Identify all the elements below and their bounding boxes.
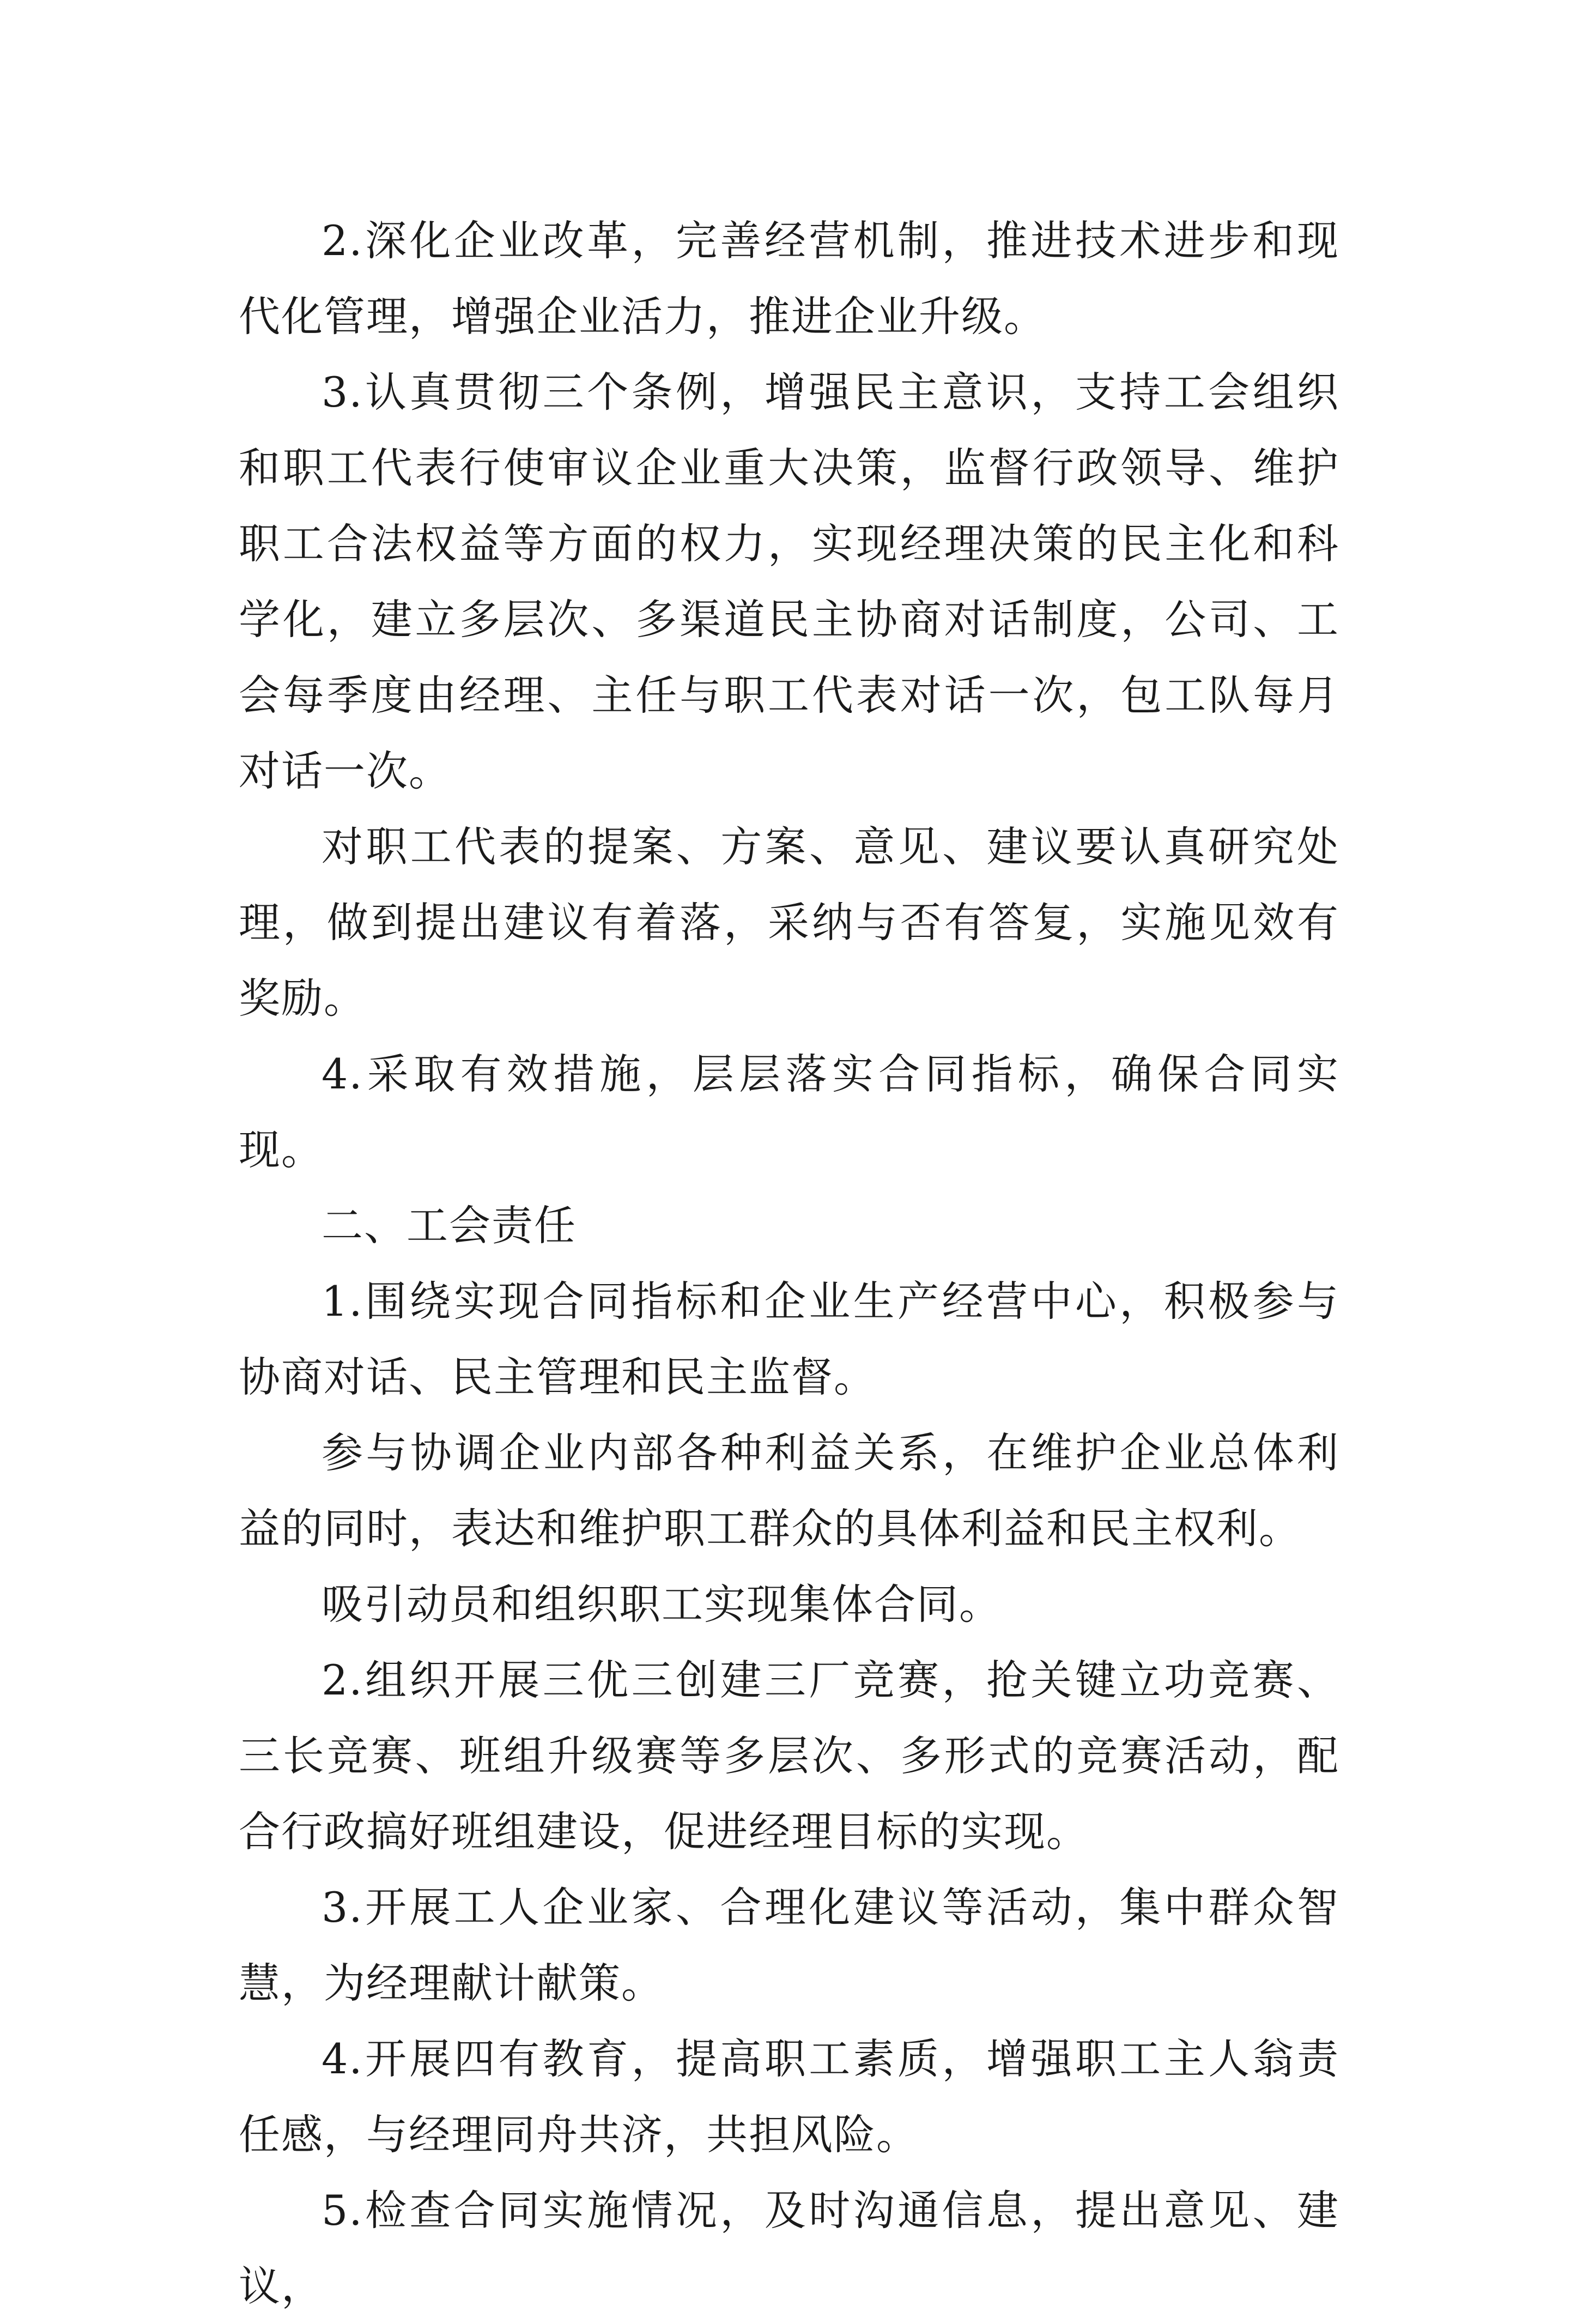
paragraph-1: 2.深化企业改革，完善经营机制，推进技术进步和现代化管理，增强企业活力，推进企业升级。 bbox=[239, 216, 1339, 341]
paragraph-2: 3.认真贯彻三个条例，增强民主意识，支持工会组织和职工代表行使审议企业重大决策，监督行政领导、维护职工合法权益等方面的权力，实现经理决策的民主化和科学化，建立多层次、多渠道民主协商对话制度，公司、工会每季度由经理、主任与职工代表对话一次，包工队每月对话一次。 bbox=[239, 368, 1339, 795]
paragraph-5: 1.围绕实现合同指标和企业生产经营中心，积极参与协商对话、民主管理和民主监督。 bbox=[239, 1277, 1339, 1401]
paragraph-3: 对职工代表的提案、方案、意见、建议要认真研究处理，做到提出建议有着落，采纳与否有答复，实施见效有奖励。 bbox=[239, 822, 1339, 1022]
paragraph-10: 4.开展四有教育，提高职工素质，增强职工主人翁责任感，与经理同舟共济，共担风险。 bbox=[239, 2035, 1339, 2159]
paragraph-4: 4.采取有效措施，层层落实合同指标，确保合同实现。 bbox=[239, 1050, 1339, 1174]
document-body bbox=[239, 203, 1339, 2324]
paragraph-6: 参与协调企业内部各种利益关系，在维护企业总体利益的同时，表达和维护职工群众的具体利益和民主权利。 bbox=[239, 1429, 1339, 1553]
paragraph-11: 5.检查合同实施情况，及时沟通信息，提出意见、建议， bbox=[239, 2186, 1339, 2310]
paragraph-9: 3.开展工人企业家、合理化建议等活动，集中群众智慧，为经理献计献策。 bbox=[239, 1883, 1339, 2007]
paragraph-8: 2.组织开展三优三创建三厂竞赛，抢关键立功竞赛、三长竞赛、班组升级赛等多层次、多形式的竞赛活动，配合行政搞好班组建设，促进经理目标的实现。 bbox=[239, 1656, 1339, 1856]
paragraph-7: 吸引动员和组织职工实现集体合同。 bbox=[322, 1580, 1002, 1629]
section-heading: 二、工会责任 bbox=[322, 1201, 577, 1250]
